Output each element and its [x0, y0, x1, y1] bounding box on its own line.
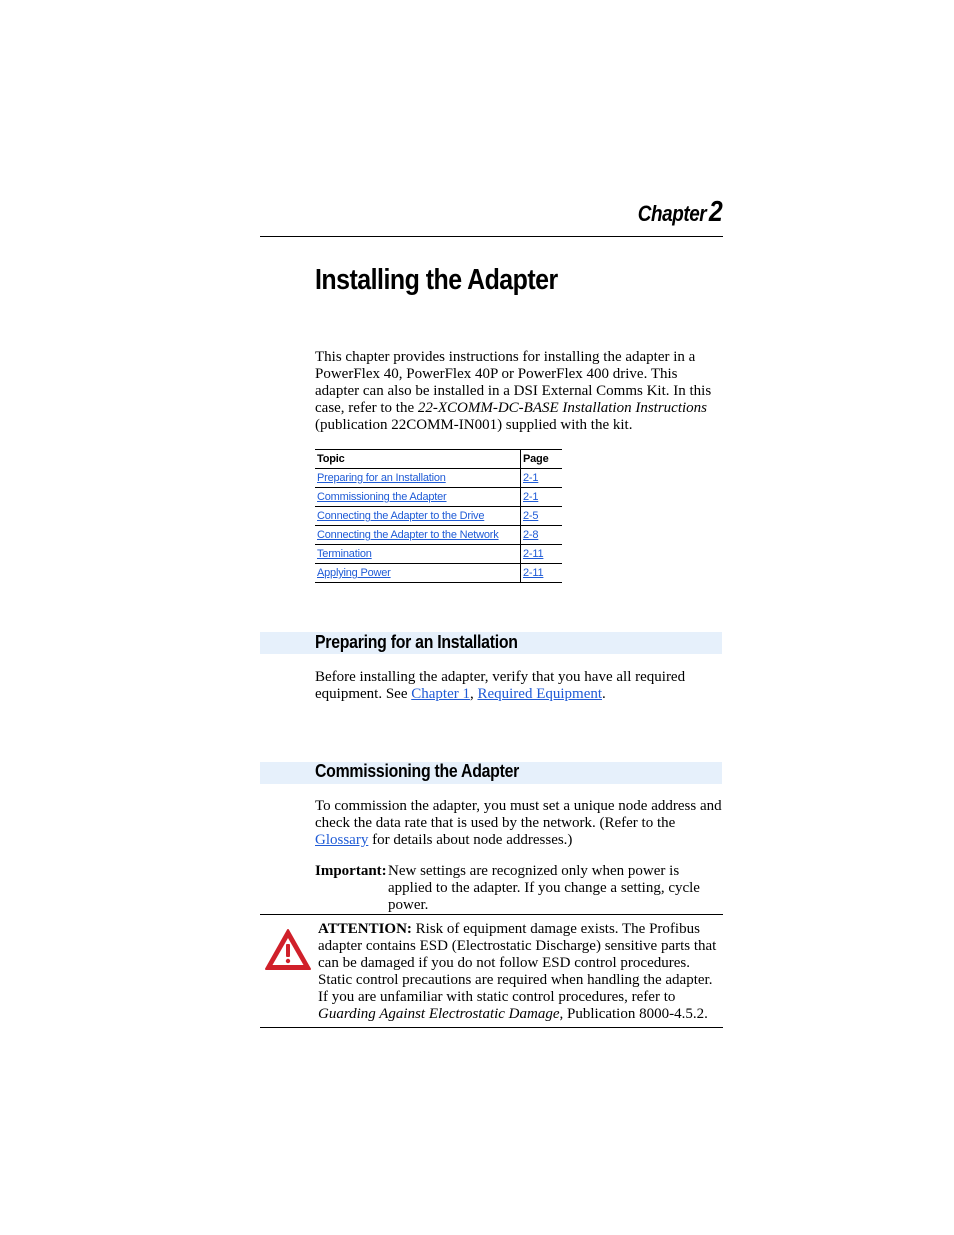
important-text: New settings are recognized only when power is applied to the adapter. If you change a setting, cycle power. [388, 863, 700, 913]
attention-paragraph [318, 921, 723, 1023]
section-heading-preparing: Preparing for an Installation [315, 632, 518, 652]
intro-italic: 22-XCOMM-DC-BASE Installation Instructions [417, 400, 707, 416]
table-row [315, 526, 562, 545]
page-link[interactable]: 2-1 [523, 472, 539, 484]
warning-triangle-svg [263, 927, 313, 973]
warning-triangle-icon [263, 927, 313, 973]
preparing-separator: , [469, 686, 478, 702]
intro-paragraph [315, 349, 725, 434]
intro-text-2: (publication 22COMM-IN001) supplied with the kit. [315, 417, 633, 433]
required-equipment-link[interactable]: Required Equipment [477, 686, 603, 702]
section-heading-commissioning: Commissioning the Adapter [315, 761, 520, 781]
attention-label: ATTENTION: [318, 921, 412, 937]
commissioning-text-1: To commission the adapter, you must set a unique node address and check the data rate that is used by the network. (Refer to the [315, 798, 722, 831]
chapter-word: Chapter [637, 201, 706, 226]
topic-link[interactable]: Termination [317, 548, 372, 560]
table-header-row [315, 450, 562, 469]
attention-text-2: , Publication 8000-4.5.2. [559, 1006, 708, 1022]
preparing-text-2: . [602, 686, 606, 702]
page-title: Installing the Adapter [315, 264, 558, 296]
topic-link[interactable]: Preparing for an Installation [317, 472, 446, 484]
table-row [315, 488, 562, 507]
page-link[interactable]: 2-1 [523, 491, 539, 503]
table-row [315, 469, 562, 488]
chapter-divider [260, 236, 723, 237]
page-link[interactable]: 2-11 [523, 567, 544, 579]
attention-text-1: Risk of equipment damage exists. The Profibus adapter contains ESD (Electrostatic Discharge) sensitive parts that can be damaged if you do not follow ESD control procedures. Static control precautions are required when handling the adapter. If you are unfamiliar with static control procedures, refer to [318, 921, 717, 1005]
commissioning-paragraph [315, 798, 725, 849]
table-header-topic: Topic [315, 450, 521, 469]
important-label: Important: [315, 863, 387, 879]
warning-exclamation-bar [286, 944, 290, 957]
topic-link[interactable]: Applying Power [317, 567, 391, 579]
chapter-number: 2 [708, 196, 722, 228]
table-row [315, 564, 562, 583]
page-link[interactable]: 2-11 [523, 548, 544, 560]
chapter-heading [637, 196, 722, 229]
attention-top-rule [260, 914, 723, 915]
page-link[interactable]: 2-5 [523, 510, 539, 522]
table-row [315, 507, 562, 526]
attention-italic: Guarding Against Electrostatic Damage [318, 1006, 560, 1022]
topic-link[interactable]: Commissioning the Adapter [317, 491, 447, 503]
warning-exclamation-dot [286, 959, 290, 963]
glossary-link[interactable]: Glossary [315, 832, 369, 848]
intro-text-1: This chapter provides instructions for installing the adapter in a PowerFlex 40, PowerFlex 40P or PowerFlex 400 drive. This adapter can also be installed in a DSI External Comms Kit. In this case, refer to the [315, 349, 712, 416]
preparing-text-1: Before installing the adapter, verify that you have all required equipment. See [315, 669, 686, 702]
commissioning-text-2: for details about node addresses.) [368, 832, 573, 848]
page-link[interactable]: 2-8 [523, 529, 539, 541]
table-row [315, 545, 562, 564]
chapter-1-link[interactable]: Chapter 1 [411, 686, 470, 702]
topic-link[interactable]: Connecting the Adapter to the Drive [317, 510, 485, 522]
attention-bottom-rule [260, 1027, 723, 1028]
preparing-paragraph [315, 669, 725, 703]
table-header-page: Page [521, 450, 563, 469]
topic-link[interactable]: Connecting the Adapter to the Network [317, 529, 499, 541]
topic-table [315, 449, 562, 583]
